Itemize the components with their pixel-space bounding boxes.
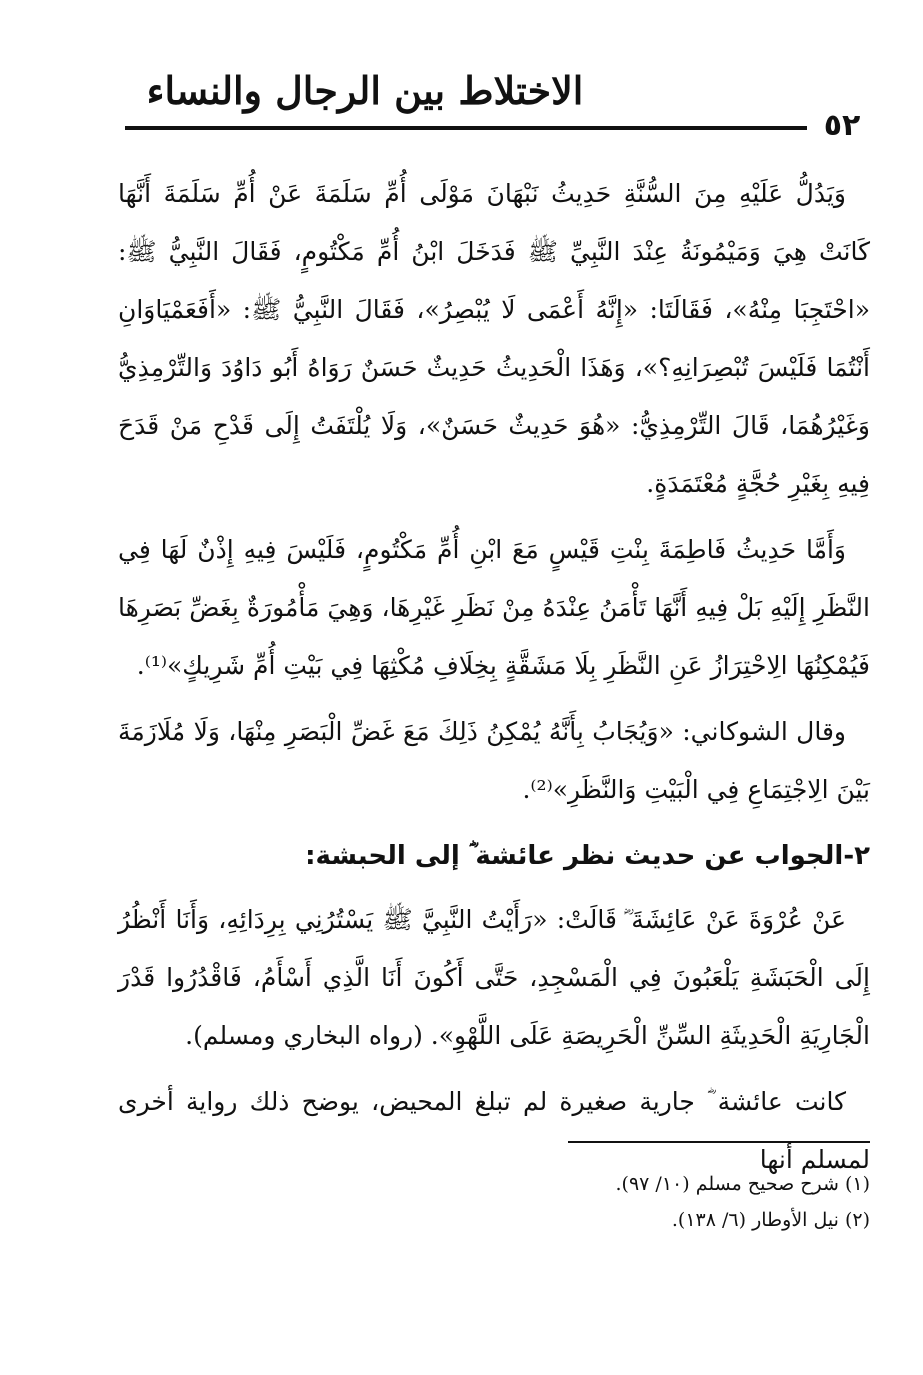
running-title: الاختلاط بين الرجال والنساء <box>146 68 584 113</box>
footnote: (٢) نيل الأوطار (٦/ ١٣٨). <box>671 1209 870 1231</box>
paragraph: عَنْ عُرْوَةَ عَنْ عَائِشَةَ ؓ قَالَتْ: «رَأَيْتُ النَّبِيَّ ﷺ يَسْتُرُنِي بِرِدَائِهِ، وَأَنَا أَنْظُرُ إِلَى الْحَبَشَةِ يَلْعَبُونَ فِي الْمَسْجِدِ، حَتَّى أَكُونَ أَنَا الَّذِي أَسْأَمُ، فَاقْدُرُوا قَدْرَ الْجَارِيَةِ الْحَدِيثَةِ السِّنِّ الْحَرِيصَةِ عَلَى اللَّهْوِ». (رواه البخاري ومسلم). <box>118 905 870 1050</box>
paragraph: وقال الشوكاني: «وَيُجَابُ بِأَنَّهُ يُمْكِنُ ذَلِكَ مَعَ غَضِّ الْبَصَرِ مِنْهَا، وَلَا مُلَازَمَةَ بَيْنَ الِاجْتِمَاعِ فِي الْبَيْتِ وَالنَّظَرِ»⁽²⁾. <box>118 717 870 804</box>
paragraph: وَيَدُلُّ عَلَيْهِ مِنَ السُّنَّةِ حَدِيثُ نَبْهَانَ مَوْلَى أُمِّ سَلَمَةَ عَنْ أُمِّ سَلَمَةَ أَنَّهَا كَانَتْ هِيَ وَمَيْمُونَةُ عِنْدَ النَّبِيِّ ﷺ فَدَخَلَ ابْنُ أُمِّ مَكْتُومٍ، فَقَالَ النَّبِيُّ ﷺ: «احْتَجِبَا مِنْهُ»، فَقَالَتَا: «إِنَّهُ أَعْمَى لَا يُبْصِرُ»، فَقَالَ النَّبِيُّ ﷺ: «أَفَعَمْيَاوَانِ أَنْتُمَا فَلَيْسَ تُبْصِرَانِهِ؟»، وَهَذَا الْحَدِيثُ حَدِيثٌ حَسَنٌ رَوَاهُ أَبُو دَاوُدَ وَالتِّرْمِذِيُّ وَغَيْرُهُمَا، قَالَ التِّرْمِذِيُّ: «هُوَ حَدِيثٌ حَسَنٌ»، وَلَا يُلْتَفَتُ إِلَى قَدْحِ مَنْ قَدَحَ فِيهِ بِغَيْرِ حُجَّةٍ مُعْتَمَدَةٍ. <box>118 179 870 498</box>
section-heading: ٢-الجواب عن حديث نظر عائشة ؓ إلى الحبشة: <box>305 841 870 871</box>
header-rule <box>125 126 807 130</box>
main-text <box>118 165 870 1197</box>
footnote-rule <box>568 1141 870 1143</box>
page-number: ٥٢ <box>823 108 861 143</box>
paragraph: كانت عائشة ؓ جارية صغيرة لم تبلغ المحيض، يوضح ذلك رواية أخرى لمسلم أنها <box>118 1087 870 1174</box>
footnotes <box>118 1166 870 1238</box>
footnote: (١) شرح صحيح مسلم (١٠/ ٩٧). <box>615 1173 870 1195</box>
paragraph: وَأَمَّا حَدِيثُ فَاطِمَةَ بِنْتِ قَيْسٍ مَعَ ابْنِ أُمِّ مَكْتُومٍ، فَلَيْسَ فِيهِ إِذْنٌ لَهَا فِي النَّظَرِ إِلَيْهِ بَلْ فِيهِ أَنَّهَا تَأْمَنُ عِنْدَهُ مِنْ نَظَرِ غَيْرِهَا، وَهِيَ مَأْمُورَةٌ بِغَضِّ بَصَرِهَا فَيُمْكِنُهَا الِاحْتِرَازُ عَنِ النَّظَرِ بِلَا مَشَقَّةٍ بِخِلَافِ مُكْثِهَا فِي بَيْتِ أُمِّ شَرِيكٍ»⁽¹⁾. <box>118 535 870 680</box>
